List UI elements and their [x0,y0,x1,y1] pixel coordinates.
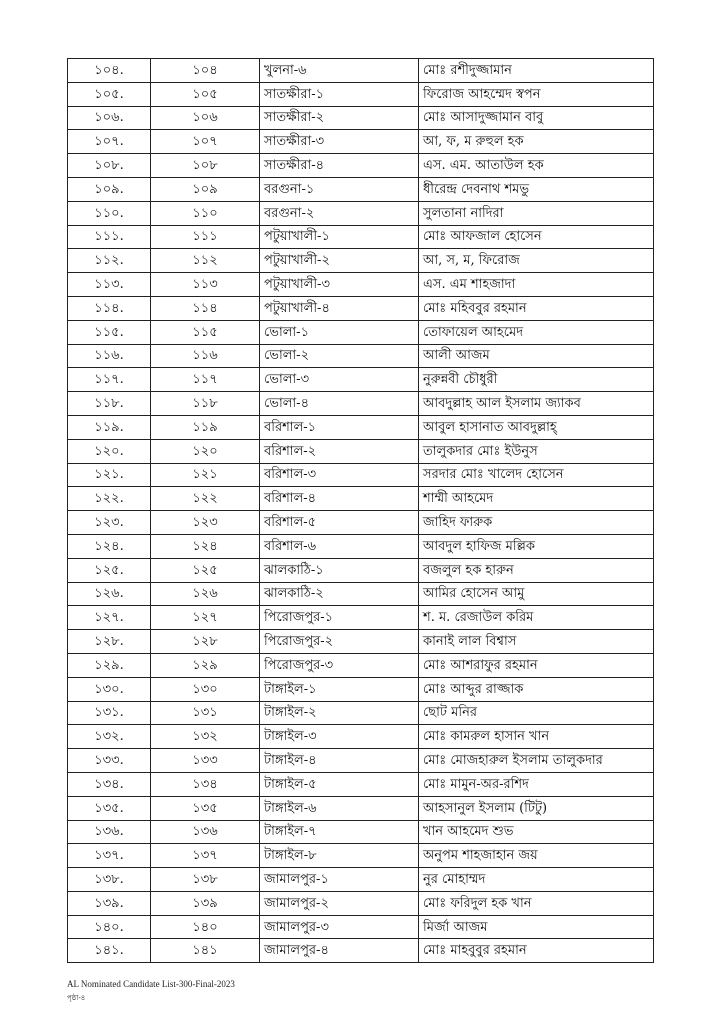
constituency-cell: ভোলা-৩ [260,368,419,392]
candidate-name-cell: মোঃ আফজাল হোসেন [419,225,654,249]
serial-number-cell: ১২৫. [68,558,151,582]
constituency-cell: সাতক্ষীরা-৪ [260,154,419,178]
constituency-cell: টাঙ্গাইল-৩ [260,725,419,749]
table-row [68,344,654,368]
serial-number-cell: ১৩৫. [68,796,151,820]
table-row [68,606,654,630]
table-row [68,273,654,297]
constituency-cell: বরিশাল-১ [260,415,419,439]
constituency-cell: পটুয়াখালী-২ [260,249,419,273]
constituency-cell: টাঙ্গাইল-৫ [260,772,419,796]
seat-number-cell: ১৩৫ [151,796,260,820]
serial-number-cell: ১১৬. [68,344,151,368]
constituency-cell: খুলনা-৬ [260,59,419,83]
serial-number-cell: ১৩২. [68,725,151,749]
seat-number-cell: ১০৯ [151,177,260,201]
seat-number-cell: ১০৭ [151,130,260,154]
constituency-cell: টাঙ্গাইল-৬ [260,796,419,820]
seat-number-cell: ১২৫ [151,558,260,582]
table-row [68,487,654,511]
constituency-cell: বরিশাল-৫ [260,511,419,535]
table-row [68,225,654,249]
table-row [68,154,654,178]
seat-number-cell: ১৩০ [151,677,260,701]
table-row [68,249,654,273]
serial-number-cell: ১০৪. [68,59,151,83]
constituency-cell: সাতক্ষীরা-২ [260,106,419,130]
page-number: পৃষ্ঠা-৪ [67,994,86,1002]
constituency-cell: টাঙ্গাইল-৭ [260,820,419,844]
constituency-cell: সাতক্ষীরা-১ [260,82,419,106]
table-row [68,653,654,677]
serial-number-cell: ১২৮. [68,630,151,654]
candidate-name-cell: শাম্মী আহমেদ [419,487,654,511]
seat-number-cell: ১১১ [151,225,260,249]
candidate-name-cell: ধীরেন্দ্র দেবনাথ শমভু [419,177,654,201]
constituency-cell: টাঙ্গাইল-৮ [260,844,419,868]
serial-number-cell: ১৩০. [68,677,151,701]
candidate-name-cell: আ, স, ম, ফিরোজ [419,249,654,273]
serial-number-cell: ১৩৯. [68,891,151,915]
candidate-table-body [68,59,654,963]
serial-number-cell: ১১১. [68,225,151,249]
candidate-name-cell: খান আহমেদ শুভ [419,820,654,844]
candidate-name-cell: তালুকদার মোঃ ইউনুস [419,439,654,463]
table-row [68,772,654,796]
serial-number-cell: ১৪১. [68,939,151,963]
serial-number-cell: ১০৬. [68,106,151,130]
constituency-cell: পটুয়াখালী-৪ [260,296,419,320]
serial-number-cell: ১১২. [68,249,151,273]
seat-number-cell: ১২২ [151,487,260,511]
table-row [68,368,654,392]
constituency-cell: পিরোজপুর-৩ [260,653,419,677]
constituency-cell: জামালপুর-২ [260,891,419,915]
constituency-cell: ভোলা-৪ [260,392,419,416]
candidate-name-cell: অনুপম শাহজাহান জয় [419,844,654,868]
serial-number-cell: ১০৫. [68,82,151,106]
seat-number-cell: ১৩৯ [151,891,260,915]
candidate-name-cell: মোঃ ফরিদুল হক খান [419,891,654,915]
serial-number-cell: ১৩৬. [68,820,151,844]
constituency-cell: পিরোজপুর-২ [260,630,419,654]
candidate-name-cell: ফিরোজ আহম্মেদ স্বপন [419,82,654,106]
candidate-name-cell: আমির হোসেন আমু [419,582,654,606]
candidate-name-cell: কানাই লাল বিশ্বাস [419,630,654,654]
seat-number-cell: ১২৩ [151,511,260,535]
seat-number-cell: ১১৪ [151,296,260,320]
candidate-name-cell: শ. ম. রেজাউল করিম [419,606,654,630]
serial-number-cell: ১০৯. [68,177,151,201]
seat-number-cell: ১৩৩ [151,749,260,773]
table-row [68,630,654,654]
candidate-name-cell: মোঃ কামরুল হাসান খান [419,725,654,749]
seat-number-cell: ১০৮ [151,154,260,178]
candidate-name-cell: এস. এম শাহজাদা [419,273,654,297]
candidate-name-cell: মোঃ রশীদুজ্জামান [419,59,654,83]
table-row [68,201,654,225]
serial-number-cell: ১২৯. [68,653,151,677]
table-row [68,725,654,749]
table-row [68,534,654,558]
candidate-name-cell: নুরুন্নবী চৌধুরী [419,368,654,392]
table-row [68,844,654,868]
candidate-name-cell: আলী আজম [419,344,654,368]
serial-number-cell: ১৩৪. [68,772,151,796]
table-row [68,868,654,892]
seat-number-cell: ১২৯ [151,653,260,677]
seat-number-cell: ১০৪ [151,59,260,83]
serial-number-cell: ১২০. [68,439,151,463]
serial-number-cell: ১৩৩. [68,749,151,773]
candidate-name-cell: মির্জা আজম [419,915,654,939]
serial-number-cell: ১১৪. [68,296,151,320]
candidate-name-cell: মোঃ মামুন-অর-রশিদ [419,772,654,796]
candidate-name-cell: জাহিদ ফারুক [419,511,654,535]
seat-number-cell: ১১৯ [151,415,260,439]
table-row [68,59,654,83]
table-row [68,677,654,701]
table-row [68,415,654,439]
seat-number-cell: ১২৪ [151,534,260,558]
seat-number-cell: ১২১ [151,463,260,487]
table-row [68,177,654,201]
candidate-name-cell: মোঃ আশরাফুর রহমান [419,653,654,677]
seat-number-cell: ১৩৭ [151,844,260,868]
serial-number-cell: ১২৩. [68,511,151,535]
candidate-name-cell: মোঃ মোজহারুল ইসলাম তালুকদার [419,749,654,773]
table-row [68,392,654,416]
constituency-cell: বরিশাল-২ [260,439,419,463]
candidate-name-cell: আ, ফ, ম রুহুল হক [419,130,654,154]
serial-number-cell: ১১০. [68,201,151,225]
seat-number-cell: ১৩৬ [151,820,260,844]
seat-number-cell: ১১৬ [151,344,260,368]
constituency-cell: ঝালকাঠি-২ [260,582,419,606]
table-row [68,558,654,582]
seat-number-cell: ১৩২ [151,725,260,749]
table-row [68,296,654,320]
seat-number-cell: ১৩১ [151,701,260,725]
constituency-cell: বরগুনা-২ [260,201,419,225]
table-row [68,820,654,844]
table-row [68,439,654,463]
constituency-cell: সাতক্ষীরা-৩ [260,130,419,154]
table-row [68,320,654,344]
serial-number-cell: ১০৮. [68,154,151,178]
table-row [68,511,654,535]
candidate-name-cell: মোঃ মাহবুবুর রহমান [419,939,654,963]
candidate-name-cell: মোঃ মহিববুর রহমান [419,296,654,320]
candidate-name-cell: নুর মোহাম্মদ [419,868,654,892]
serial-number-cell: ১৪০. [68,915,151,939]
seat-number-cell: ১২৬ [151,582,260,606]
seat-number-cell: ১১০ [151,201,260,225]
serial-number-cell: ১১৯. [68,415,151,439]
candidate-name-cell: বজলুল হক হারুন [419,558,654,582]
serial-number-cell: ১১৫. [68,320,151,344]
candidate-name-cell: আবুল হাসানাত আবদুল্লাহ্ [419,415,654,439]
serial-number-cell: ১১৩. [68,273,151,297]
table-row [68,82,654,106]
serial-number-cell: ১৩১. [68,701,151,725]
serial-number-cell: ১১৭. [68,368,151,392]
candidate-name-cell: মোঃ আব্দুর রাজ্জাক [419,677,654,701]
table-row [68,701,654,725]
constituency-cell: জামালপুর-৪ [260,939,419,963]
seat-number-cell: ১১৮ [151,392,260,416]
seat-number-cell: ১১৩ [151,273,260,297]
table-row [68,582,654,606]
constituency-cell: টাঙ্গাইল-২ [260,701,419,725]
seat-number-cell: ১২০ [151,439,260,463]
serial-number-cell: ১২২. [68,487,151,511]
candidate-name-cell: সুলতানা নাদিরা [419,201,654,225]
seat-number-cell: ১০৬ [151,106,260,130]
seat-number-cell: ১৪০ [151,915,260,939]
candidate-name-cell: আহসানুল ইসলাম (টিটু) [419,796,654,820]
constituency-cell: টাঙ্গাইল-১ [260,677,419,701]
candidate-name-cell: তোফায়েল আহমেদ [419,320,654,344]
constituency-cell: জামালপুর-১ [260,868,419,892]
constituency-cell: বরিশাল-৩ [260,463,419,487]
table-row [68,106,654,130]
candidate-name-cell: এস. এম. আতাউল হক [419,154,654,178]
candidate-name-cell: সরদার মোঃ খালেদ হোসেন [419,463,654,487]
constituency-cell: জামালপুর-৩ [260,915,419,939]
table-row [68,749,654,773]
serial-number-cell: ১২৪. [68,534,151,558]
candidate-name-cell: আবদুল হাফিজ মল্লিক [419,534,654,558]
candidate-table [67,58,654,963]
candidate-name-cell: ছোট মনির [419,701,654,725]
seat-number-cell: ১৩৮ [151,868,260,892]
table-row [68,796,654,820]
constituency-cell: পিরোজপুর-১ [260,606,419,630]
seat-number-cell: ১১৭ [151,368,260,392]
serial-number-cell: ১৩৮. [68,868,151,892]
table-row [68,130,654,154]
serial-number-cell: ১২১. [68,463,151,487]
serial-number-cell: ১১৮. [68,392,151,416]
serial-number-cell: ১২৬. [68,582,151,606]
constituency-cell: বরিশাল-৪ [260,487,419,511]
table-row [68,915,654,939]
serial-number-cell: ১২৭. [68,606,151,630]
table-row [68,939,654,963]
seat-number-cell: ১১২ [151,249,260,273]
candidate-name-cell: আবদুল্লাহ আল ইসলাম জ্যাকব [419,392,654,416]
seat-number-cell: ১৪১ [151,939,260,963]
constituency-cell: ভোলা-২ [260,344,419,368]
constituency-cell: পটুয়াখালী-৩ [260,273,419,297]
constituency-cell: বরিশাল-৬ [260,534,419,558]
serial-number-cell: ১৩৭. [68,844,151,868]
constituency-cell: বরগুনা-১ [260,177,419,201]
seat-number-cell: ১৩৪ [151,772,260,796]
seat-number-cell: ১১৫ [151,320,260,344]
document-footer-title: AL Nominated Candidate List-300-Final-2023 [67,979,235,989]
table-row [68,463,654,487]
constituency-cell: ভোলা-১ [260,320,419,344]
constituency-cell: ঝালকাঠি-১ [260,558,419,582]
table-row [68,891,654,915]
seat-number-cell: ১২৭ [151,606,260,630]
serial-number-cell: ১০৭. [68,130,151,154]
seat-number-cell: ১২৮ [151,630,260,654]
constituency-cell: পটুয়াখালী-১ [260,225,419,249]
constituency-cell: টাঙ্গাইল-৪ [260,749,419,773]
seat-number-cell: ১০৫ [151,82,260,106]
candidate-name-cell: মোঃ আসাদুজ্জামান বাবু [419,106,654,130]
